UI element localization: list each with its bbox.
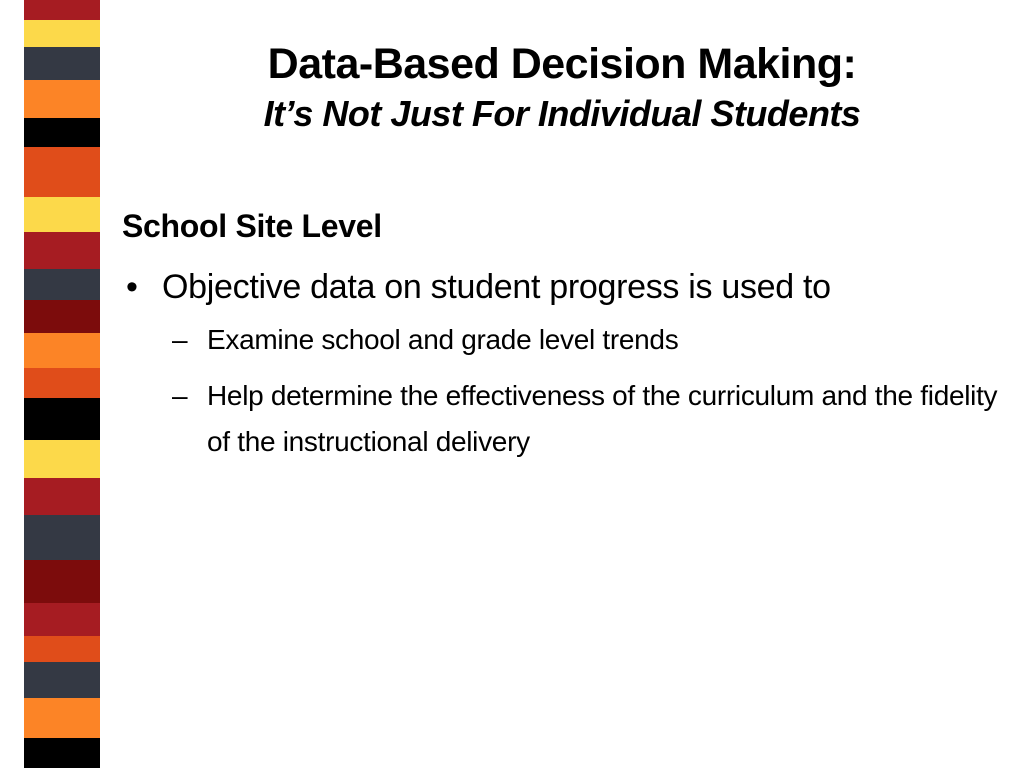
stripe-segment [24,738,100,768]
stripe-segment [24,662,100,698]
stripe-segment [24,440,100,478]
slide-title-block [110,38,1014,138]
stripe-segment [24,333,100,368]
stripe-segment [24,603,100,636]
sub-bullet-item [172,373,1012,465]
slide-title: Data-Based Decision Making: [267,40,857,88]
stripe-segment [24,515,100,560]
stripe-segment [24,47,100,80]
bullet-text: Objective data on student progress is used to [162,268,831,306]
stripe-segment [24,560,100,603]
stripe-segment [24,197,100,232]
stripe-segment [24,147,100,197]
stripe-segment [24,478,100,515]
stripe-segment [24,398,100,440]
bullet-item [122,265,1012,309]
stripe-segment [24,20,100,47]
sub-bullet-text: Help determine the effectiveness of the curriculum and the fidelity of the instructional delivery [207,380,998,457]
bullet-marker: • [126,268,138,306]
stripe-segment [24,300,100,333]
slide-subtitle: It’s Not Just For Individual Students [263,93,861,134]
stripe-segment [24,636,100,662]
stripe-segment [24,232,100,269]
stripe-segment [24,698,100,738]
stripe-segment [24,368,100,398]
stripe-segment [24,80,100,118]
stripe-segment [24,0,100,20]
sub-bullet-marker: – [172,324,188,355]
stripe-segment [24,269,100,300]
sub-bullet-item [172,317,1012,363]
stripe-segment [24,118,100,147]
decorative-stripe-bar [24,0,100,768]
slide-content [122,203,1012,465]
sub-bullet-marker: – [172,380,188,411]
section-heading: School Site Level [122,208,382,244]
sub-bullet-text: Examine school and grade level trends [207,324,679,355]
